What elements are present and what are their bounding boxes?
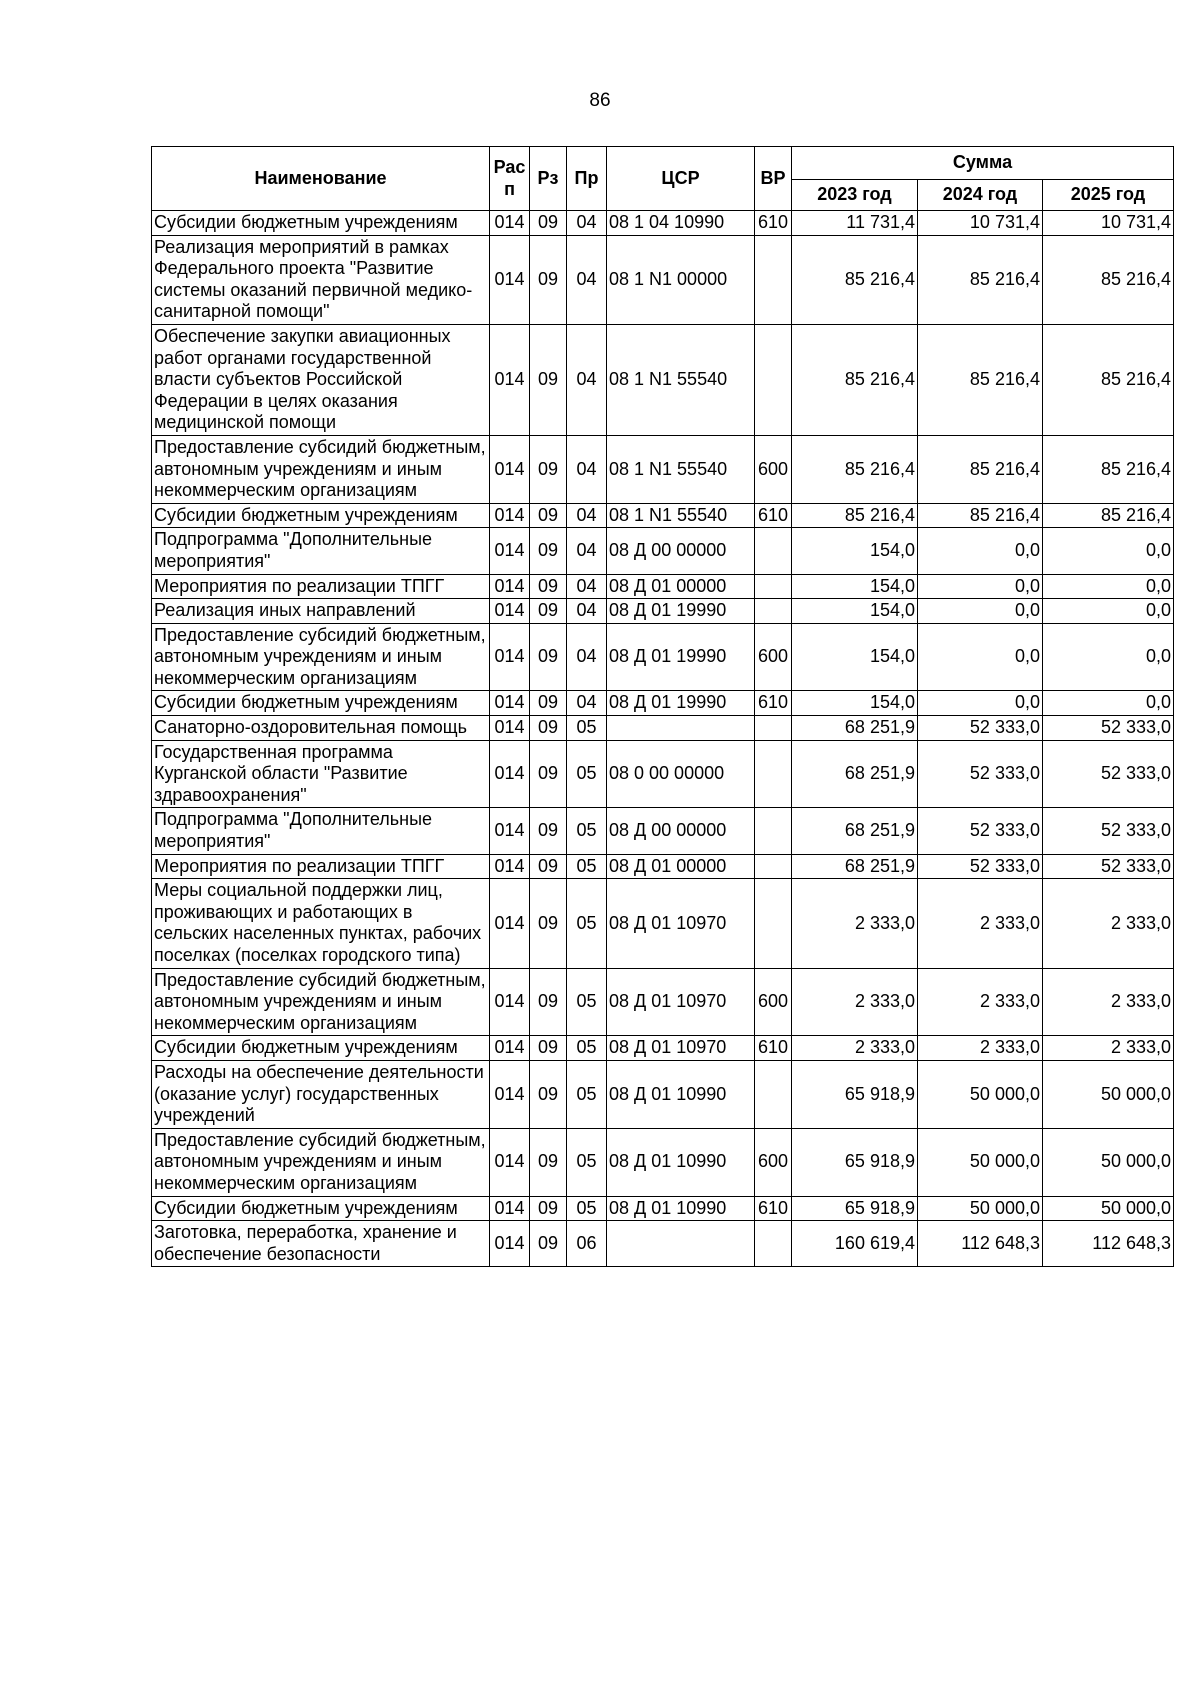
cell-pr: 04 (567, 435, 607, 503)
cell-rasp: 014 (490, 1128, 530, 1196)
cell-name: Предоставление субсидий бюджетным, автономным учреждениям и иным некоммерческим организациям (152, 435, 490, 503)
cell-vr (755, 235, 792, 324)
cell-name: Санаторно-оздоровительная помощь (152, 716, 490, 741)
cell-2023: 154,0 (792, 623, 918, 691)
cell-pr: 05 (567, 968, 607, 1036)
cell-name: Реализация мероприятий в рамках Федерального проекта "Развитие системы оказаний первичной медико-санитарной помощи" (152, 235, 490, 324)
cell-rasp: 014 (490, 968, 530, 1036)
cell-csr: 08 Д 01 10970 (607, 1036, 755, 1061)
cell-csr: 08 Д 00 00000 (607, 528, 755, 574)
cell-pr: 04 (567, 599, 607, 624)
cell-pr: 05 (567, 854, 607, 879)
cell-rasp: 014 (490, 691, 530, 716)
cell-2024: 50 000,0 (918, 1196, 1043, 1221)
cell-2025: 0,0 (1043, 574, 1174, 599)
cell-2023: 154,0 (792, 528, 918, 574)
cell-vr (755, 528, 792, 574)
cell-2025: 0,0 (1043, 623, 1174, 691)
cell-2025: 2 333,0 (1043, 879, 1174, 968)
cell-rz: 09 (530, 1196, 567, 1221)
cell-pr: 05 (567, 1196, 607, 1221)
cell-csr: 08 Д 01 10990 (607, 1196, 755, 1221)
cell-rz: 09 (530, 503, 567, 528)
cell-2024: 2 333,0 (918, 968, 1043, 1036)
cell-2025: 50 000,0 (1043, 1060, 1174, 1128)
cell-vr: 600 (755, 435, 792, 503)
cell-pr: 05 (567, 808, 607, 854)
cell-2025: 10 731,4 (1043, 211, 1174, 236)
cell-name: Предоставление субсидий бюджетным, автономным учреждениям и иным некоммерческим организациям (152, 1128, 490, 1196)
cell-csr: 08 Д 01 10990 (607, 1060, 755, 1128)
cell-rasp: 014 (490, 528, 530, 574)
cell-2025: 0,0 (1043, 599, 1174, 624)
cell-name: Подпрограмма "Дополнительные мероприятия" (152, 528, 490, 574)
cell-rz: 09 (530, 1060, 567, 1128)
cell-2023: 68 251,9 (792, 740, 918, 808)
cell-csr (607, 716, 755, 741)
cell-2024: 52 333,0 (918, 854, 1043, 879)
page-number: 86 (589, 90, 611, 111)
cell-2023: 160 619,4 (792, 1221, 918, 1267)
cell-rz: 09 (530, 854, 567, 879)
cell-2024: 2 333,0 (918, 1036, 1043, 1061)
cell-2023: 11 731,4 (792, 211, 918, 236)
cell-name: Субсидии бюджетным учреждениям (152, 1036, 490, 1061)
cell-name: Обеспечение закупки авиационных работ органами государственной власти субъектов Российской Федерации в целях оказания медицинской помощи (152, 324, 490, 435)
cell-rz: 09 (530, 691, 567, 716)
cell-2023: 154,0 (792, 691, 918, 716)
cell-rz: 09 (530, 879, 567, 968)
cell-rasp: 014 (490, 740, 530, 808)
cell-rasp: 014 (490, 1196, 530, 1221)
cell-csr: 08 Д 01 00000 (607, 574, 755, 599)
cell-rz: 09 (530, 968, 567, 1036)
cell-vr: 610 (755, 1196, 792, 1221)
cell-pr: 05 (567, 1060, 607, 1128)
cell-2024: 50 000,0 (918, 1128, 1043, 1196)
cell-2025: 85 216,4 (1043, 324, 1174, 435)
header-vr: ВР (755, 147, 792, 211)
cell-csr: 08 Д 01 10970 (607, 879, 755, 968)
cell-pr: 04 (567, 623, 607, 691)
header-rz: Рз (530, 147, 567, 211)
cell-rz: 09 (530, 324, 567, 435)
cell-rasp: 014 (490, 235, 530, 324)
cell-2023: 65 918,9 (792, 1128, 918, 1196)
cell-csr: 08 0 00 00000 (607, 740, 755, 808)
header-year-2023: 2023 год (792, 180, 918, 211)
cell-2024: 0,0 (918, 691, 1043, 716)
cell-csr: 08 1 N1 55540 (607, 503, 755, 528)
cell-2024: 0,0 (918, 528, 1043, 574)
cell-pr: 04 (567, 503, 607, 528)
cell-vr (755, 716, 792, 741)
cell-2023: 85 216,4 (792, 503, 918, 528)
cell-csr: 08 Д 01 19990 (607, 691, 755, 716)
cell-2023: 2 333,0 (792, 879, 918, 968)
cell-2025: 85 216,4 (1043, 235, 1174, 324)
header-pr: Пр (567, 147, 607, 211)
cell-rasp: 014 (490, 808, 530, 854)
header-sum: Сумма (792, 147, 1174, 180)
cell-csr (607, 1221, 755, 1267)
cell-pr: 04 (567, 324, 607, 435)
cell-rasp: 014 (490, 716, 530, 741)
cell-2025: 50 000,0 (1043, 1128, 1174, 1196)
cell-2025: 0,0 (1043, 528, 1174, 574)
table-row (152, 574, 1174, 599)
cell-rasp: 014 (490, 211, 530, 236)
cell-rz: 09 (530, 435, 567, 503)
cell-name: Субсидии бюджетным учреждениям (152, 691, 490, 716)
cell-vr: 600 (755, 968, 792, 1036)
cell-pr: 04 (567, 691, 607, 716)
cell-pr: 04 (567, 528, 607, 574)
table-row (152, 808, 1174, 854)
cell-vr: 610 (755, 503, 792, 528)
cell-rasp: 014 (490, 574, 530, 599)
header-name: Наименование (152, 147, 490, 211)
cell-pr: 04 (567, 235, 607, 324)
cell-2024: 2 333,0 (918, 879, 1043, 968)
cell-csr: 08 1 04 10990 (607, 211, 755, 236)
header-year-2024: 2024 год (918, 180, 1043, 211)
cell-vr: 610 (755, 691, 792, 716)
cell-name: Меры социальной поддержки лиц, проживающих и работающих в сельских населенных пунктах, рабочих поселках (поселках городского типа) (152, 879, 490, 968)
cell-rz: 09 (530, 623, 567, 691)
cell-pr: 05 (567, 879, 607, 968)
cell-pr: 05 (567, 1036, 607, 1061)
table-row (152, 854, 1174, 879)
table-row (152, 1196, 1174, 1221)
cell-rasp: 014 (490, 1036, 530, 1061)
cell-rasp: 014 (490, 879, 530, 968)
cell-csr: 08 Д 01 19990 (607, 599, 755, 624)
cell-name: Реализация иных направлений (152, 599, 490, 624)
cell-2023: 154,0 (792, 599, 918, 624)
cell-2024: 10 731,4 (918, 211, 1043, 236)
table-row (152, 435, 1174, 503)
cell-rasp: 014 (490, 324, 530, 435)
cell-vr (755, 324, 792, 435)
cell-name: Расходы на обеспечение деятельности (оказание услуг) государственных учреждений (152, 1060, 490, 1128)
header-csr: ЦСР (607, 147, 755, 211)
table-row (152, 879, 1174, 968)
cell-pr: 05 (567, 1128, 607, 1196)
cell-rz: 09 (530, 235, 567, 324)
cell-rz: 09 (530, 716, 567, 741)
cell-rasp: 014 (490, 623, 530, 691)
cell-vr (755, 1221, 792, 1267)
cell-2024: 0,0 (918, 599, 1043, 624)
cell-csr: 08 Д 01 00000 (607, 854, 755, 879)
cell-rz: 09 (530, 1036, 567, 1061)
cell-pr: 04 (567, 574, 607, 599)
cell-rz: 09 (530, 211, 567, 236)
cell-2023: 68 251,9 (792, 716, 918, 741)
cell-2023: 85 216,4 (792, 324, 918, 435)
table-row (152, 1036, 1174, 1061)
cell-2024: 112 648,3 (918, 1221, 1043, 1267)
cell-vr: 600 (755, 623, 792, 691)
cell-2023: 2 333,0 (792, 968, 918, 1036)
cell-2025: 85 216,4 (1043, 503, 1174, 528)
cell-pr: 06 (567, 1221, 607, 1267)
cell-2025: 50 000,0 (1043, 1196, 1174, 1221)
cell-2025: 52 333,0 (1043, 854, 1174, 879)
cell-2024: 85 216,4 (918, 435, 1043, 503)
cell-2025: 2 333,0 (1043, 1036, 1174, 1061)
cell-name: Субсидии бюджетным учреждениям (152, 503, 490, 528)
cell-2025: 2 333,0 (1043, 968, 1174, 1036)
cell-vr (755, 740, 792, 808)
cell-2023: 154,0 (792, 574, 918, 599)
cell-rasp: 014 (490, 435, 530, 503)
cell-rz: 09 (530, 574, 567, 599)
cell-rasp: 014 (490, 503, 530, 528)
budget-table (151, 146, 1174, 1267)
cell-rasp: 014 (490, 1060, 530, 1128)
cell-2023: 2 333,0 (792, 1036, 918, 1061)
cell-vr (755, 808, 792, 854)
cell-2024: 0,0 (918, 623, 1043, 691)
cell-2025: 52 333,0 (1043, 808, 1174, 854)
cell-2023: 65 918,9 (792, 1060, 918, 1128)
cell-rasp: 014 (490, 599, 530, 624)
cell-vr (755, 1060, 792, 1128)
table-row (152, 1221, 1174, 1267)
table-row (152, 1128, 1174, 1196)
cell-csr: 08 Д 00 00000 (607, 808, 755, 854)
cell-rasp: 014 (490, 854, 530, 879)
table-row (152, 599, 1174, 624)
table-row (152, 716, 1174, 741)
cell-vr (755, 879, 792, 968)
cell-rz: 09 (530, 1128, 567, 1196)
table-row (152, 211, 1174, 236)
cell-name: Мероприятия по реализации ТПГГ (152, 854, 490, 879)
table-row (152, 324, 1174, 435)
cell-2024: 52 333,0 (918, 740, 1043, 808)
table-row (152, 528, 1174, 574)
table-row (152, 691, 1174, 716)
cell-2023: 65 918,9 (792, 1196, 918, 1221)
cell-vr: 610 (755, 211, 792, 236)
cell-rasp: 014 (490, 1221, 530, 1267)
cell-vr (755, 574, 792, 599)
cell-name: Мероприятия по реализации ТПГГ (152, 574, 490, 599)
cell-2025: 85 216,4 (1043, 435, 1174, 503)
table-row (152, 503, 1174, 528)
cell-2024: 85 216,4 (918, 324, 1043, 435)
cell-csr: 08 Д 01 10970 (607, 968, 755, 1036)
cell-rz: 09 (530, 528, 567, 574)
cell-vr: 610 (755, 1036, 792, 1061)
table-body (152, 211, 1174, 1267)
cell-vr (755, 854, 792, 879)
header-year-2025: 2025 год (1043, 180, 1174, 211)
cell-2023: 85 216,4 (792, 435, 918, 503)
cell-name: Государственная программа Курганской области "Развитие здравоохранения" (152, 740, 490, 808)
cell-name: Субсидии бюджетным учреждениям (152, 1196, 490, 1221)
cell-pr: 04 (567, 211, 607, 236)
cell-2024: 52 333,0 (918, 808, 1043, 854)
cell-2023: 68 251,9 (792, 854, 918, 879)
cell-2025: 52 333,0 (1043, 716, 1174, 741)
cell-pr: 05 (567, 716, 607, 741)
cell-2024: 52 333,0 (918, 716, 1043, 741)
cell-2025: 52 333,0 (1043, 740, 1174, 808)
cell-rz: 09 (530, 740, 567, 808)
cell-rz: 09 (530, 599, 567, 624)
cell-name: Заготовка, переработка, хранение и обеспечение безопасности (152, 1221, 490, 1267)
table-row (152, 1060, 1174, 1128)
table-row (152, 235, 1174, 324)
cell-2024: 85 216,4 (918, 503, 1043, 528)
cell-csr: 08 1 N1 55540 (607, 324, 755, 435)
cell-2025: 112 648,3 (1043, 1221, 1174, 1267)
cell-vr (755, 599, 792, 624)
table-row (152, 968, 1174, 1036)
cell-name: Субсидии бюджетным учреждениям (152, 211, 490, 236)
cell-csr: 08 1 N1 55540 (607, 435, 755, 503)
cell-pr: 05 (567, 740, 607, 808)
cell-vr: 600 (755, 1128, 792, 1196)
cell-csr: 08 Д 01 10990 (607, 1128, 755, 1196)
cell-csr: 08 1 N1 00000 (607, 235, 755, 324)
cell-2024: 85 216,4 (918, 235, 1043, 324)
cell-name: Предоставление субсидий бюджетным, автономным учреждениям и иным некоммерческим организациям (152, 623, 490, 691)
cell-csr: 08 Д 01 19990 (607, 623, 755, 691)
cell-2025: 0,0 (1043, 691, 1174, 716)
cell-name: Подпрограмма "Дополнительные мероприятия" (152, 808, 490, 854)
cell-2024: 0,0 (918, 574, 1043, 599)
header-row (152, 147, 1174, 180)
table-row (152, 623, 1174, 691)
cell-rz: 09 (530, 1221, 567, 1267)
cell-2024: 50 000,0 (918, 1060, 1043, 1128)
cell-2023: 68 251,9 (792, 808, 918, 854)
cell-name: Предоставление субсидий бюджетным, автономным учреждениям и иным некоммерческим организациям (152, 968, 490, 1036)
header-rasp: Рас п (490, 147, 530, 211)
table-row (152, 740, 1174, 808)
cell-2023: 85 216,4 (792, 235, 918, 324)
cell-rz: 09 (530, 808, 567, 854)
